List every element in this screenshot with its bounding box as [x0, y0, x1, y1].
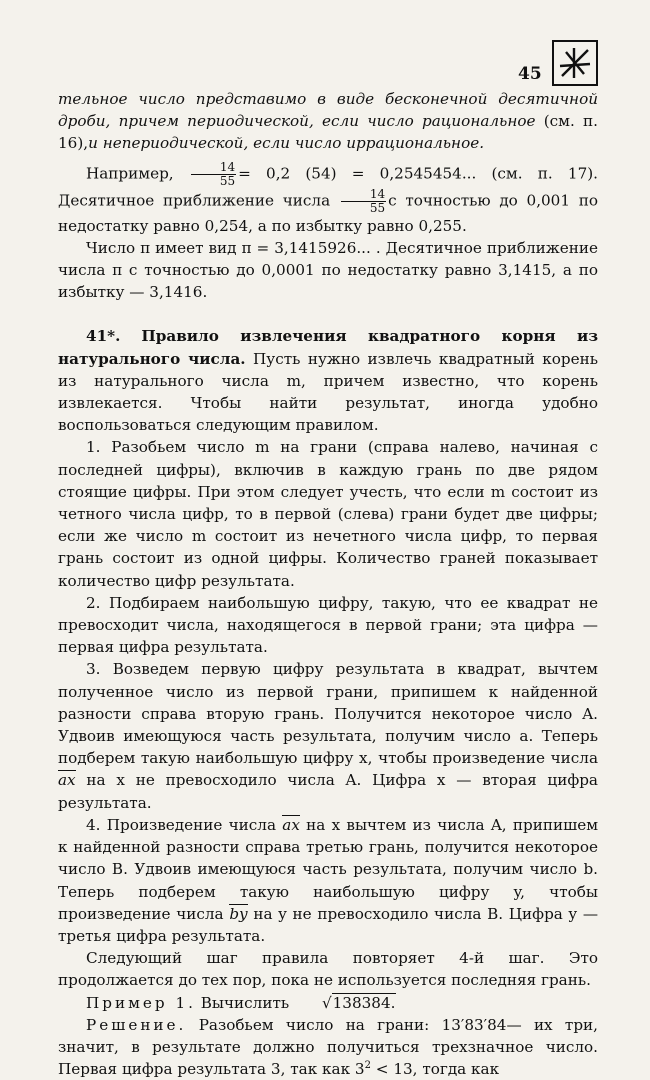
step-2: 2. Подбираем наибольшую цифру, такую, что ее квадрат не превосходит числа, находящегося в первой грани; эта цифра — первая цифра результата.: [58, 593, 598, 657]
example-paragraph: Например, $\frac{14}{55}$ = 0,2 (54) = 0,2545454... (см. п. 17). Десятичное приближение числа $\frac{14}{55}$ с точностью до 0,001 по недостатку равно 0,254, а по избытку равно 0,255.: [58, 159, 598, 235]
example-1: Пример 1. Вычислить √138384.: [58, 992, 598, 1014]
pi-paragraph: Число π имеет вид π = 3,1415926... . Десятичное приближение числа π с точностью до 0,0001 по недостатку равно 3,1415, а по избытку — 3,1416.: [58, 238, 598, 302]
sqrt-expression: √138384.: [321, 993, 396, 1012]
solution: Решение. Разобьем число на грани: 13′83′84— их три, значит, в результате должно получиться трехзначное число. Первая цифра результата 3, так как $3^2 < 13$, тогда как: [58, 1015, 599, 1079]
page-number: 45: [518, 64, 542, 84]
step-3: 3. Возведем первую цифру результата в квадрат, вычтем полученное число из первой грани, припишем к найденной разности справа вторую грань. Получится некоторое число A. Удвоив имеющуюся часть результата, получим число a. Теперь подберем такую наибольшую цифру x, чтобы произведение числа ax на x не превосходило числа A. Цифра x — вторая цифра результата.: [58, 660, 598, 812]
page-body: [58, 58, 598, 1080]
fraction: $\frac{14}{55}$: [341, 188, 386, 215]
definition-paragraph: тельное число представимо в виде бесконечной десятичной дроби, причем периодической, если число рациональное (см. п. 16),и непериодической, если число иррациональное.: [58, 90, 599, 153]
fraction: $\frac{14}{55}$: [191, 161, 236, 188]
step-1: 1. Разобьем число m на грани (справа налево, начиная с последней цифры), включив в каждую грань по две рядом стоящие цифры. При этом следует учесть, что если m состоит из четного числа цифр, то в первой (слева) грани будет две цифры; если же число m состоит из нечетного числа цифр, то первая грань состоит из одной цифры. Количество граней показывает количество цифр результата.: [58, 438, 598, 590]
section-intro: 41*. Правило извлечения квадратного корня из натурального числа. Пусть нужно извлечь квадратный корень из натурального числа m, причем известно, что корень извлекается. Чтобы найти результат, иногда удобно воспользоваться следующим правилом.: [58, 327, 599, 435]
step-4: 4. Произведение числа ax на x вычтем из числа A, припишем к найденной разности справа третью грань, получится некоторое число B. Удвоив имеющуюся часть результата, получим число b. Теперь подберем такую наибольшую цифру y, чтобы произведение числа by на y не превосходило числа B. Цифра y — третья цифра результата.: [58, 815, 599, 945]
step-next: Следующий шаг правила повторяет 4-й шаг. Это продолжается до тех пор, пока не используется последняя грань.: [58, 949, 598, 990]
